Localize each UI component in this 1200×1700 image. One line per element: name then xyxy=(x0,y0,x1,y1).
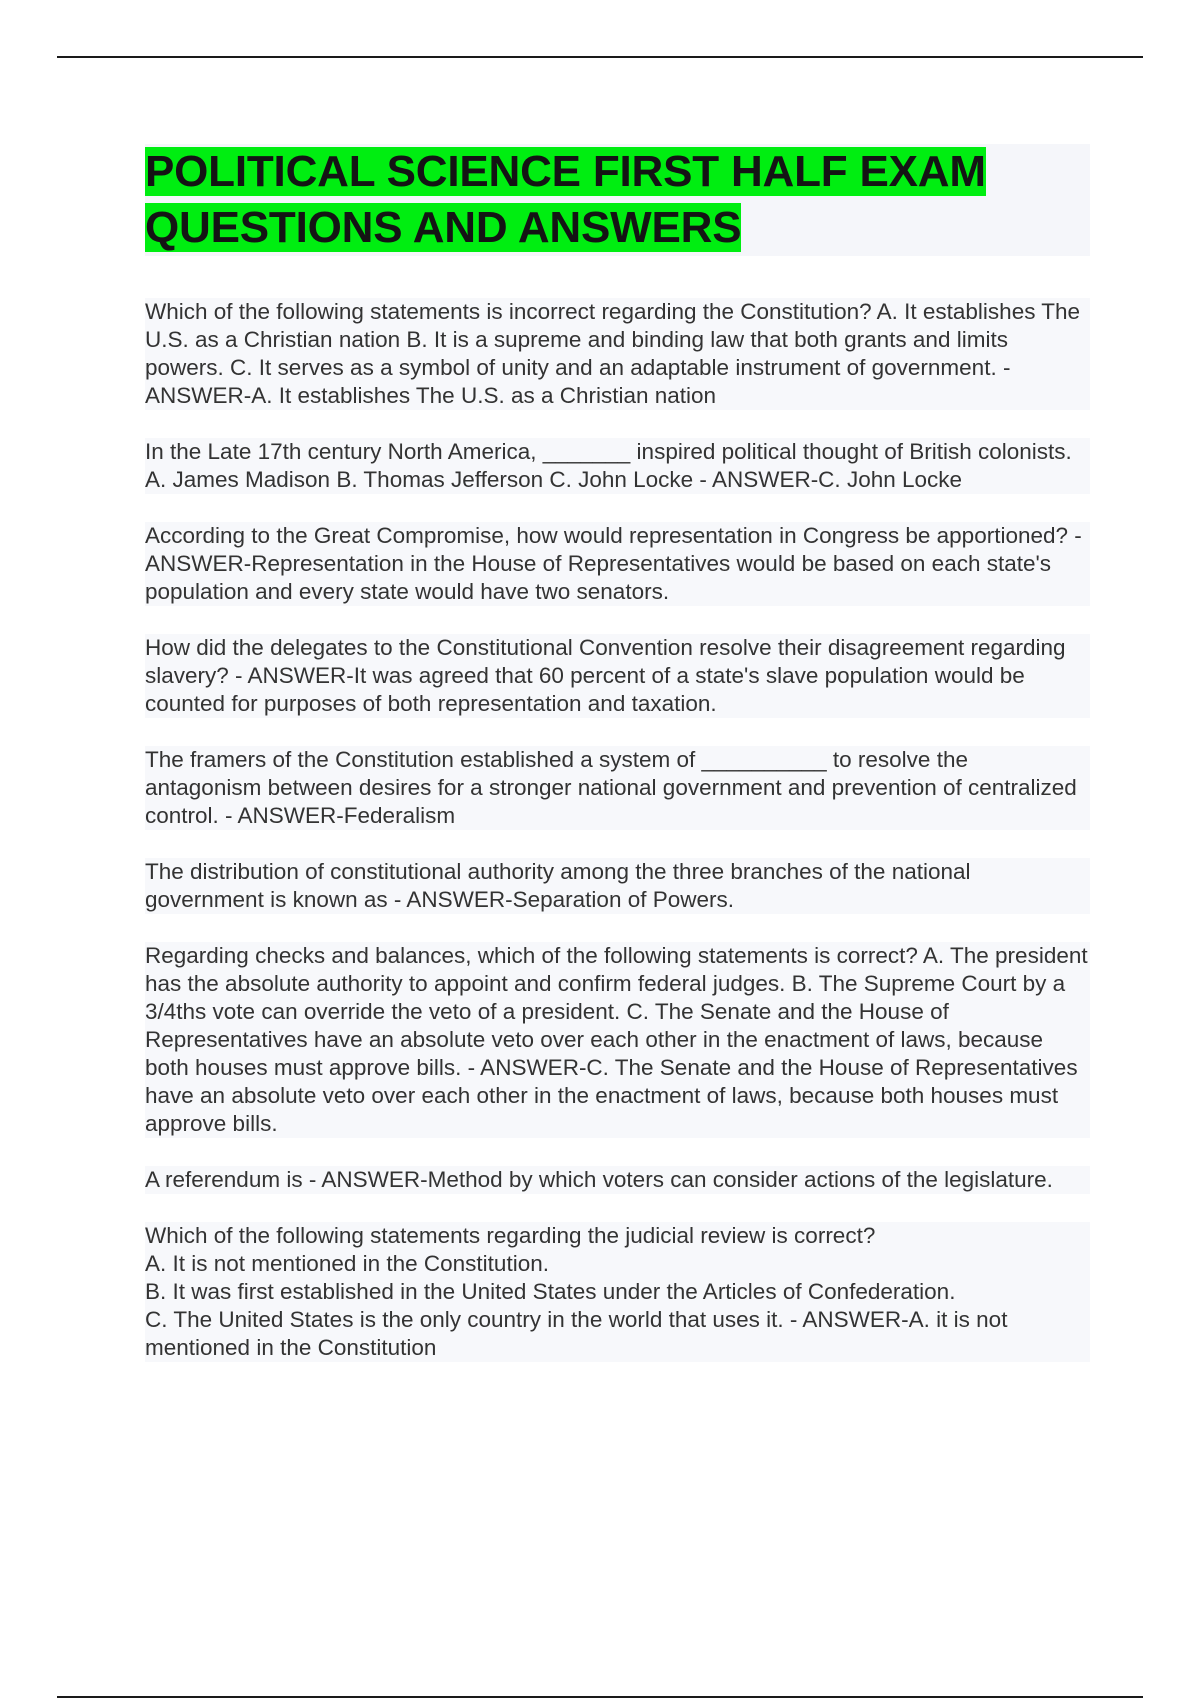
title-line-2: QUESTIONS AND ANSWERS xyxy=(145,203,742,252)
title-line-1: POLITICAL SCIENCE FIRST HALF EXAM xyxy=(145,147,986,196)
top-rule xyxy=(57,56,1143,58)
qa-item-9-option-a: A. It is not mentioned in the Constitution. xyxy=(145,1251,549,1276)
qa-item-8: A referendum is - ANSWER-Method by which voters can consider actions of the legislature. xyxy=(145,1166,1090,1194)
qa-item-9-option-c: C. The United States is the only country in the world that uses it. - ANSWER-A. it is not mentioned in the Constitution xyxy=(145,1307,1008,1360)
title-block xyxy=(145,144,1090,256)
page-title xyxy=(145,144,1090,256)
qa-item-3: According to the Great Compromise, how would representation in Congress be apportioned? - ANSWER-Representation in the House of Representatives would be based on each state's population and every state would have two senators. xyxy=(145,522,1090,606)
qa-item-1: Which of the following statements is incorrect regarding the Constitution? A. It establishes The U.S. as a Christian nation B. It is a supreme and binding law that both grants and limits powers. C. It serves as a symbol of unity and an adaptable instrument of government. - ANSWER-A. It establishes The U.S. as a Christian nation xyxy=(145,298,1090,410)
bottom-rule xyxy=(57,1696,1143,1698)
qa-item-6: The distribution of constitutional authority among the three branches of the national government is known as - ANSWER-Separation of Powers. xyxy=(145,858,1090,914)
qa-item-5: The framers of the Constitution established a system of __________ to resolve the antagonism between desires for a stronger national government and prevention of centralized control. - ANSWER-Federalism xyxy=(145,746,1090,830)
qa-item-9-question: Which of the following statements regarding the judicial review is correct? xyxy=(145,1223,876,1248)
qa-item-4: How did the delegates to the Constitutional Convention resolve their disagreement regarding slavery? - ANSWER-It was agreed that 60 percent of a state's slave population would be counted for purposes of both representation and taxation. xyxy=(145,634,1090,718)
qa-item-7: Regarding checks and balances, which of the following statements is correct? A. The president has the absolute authority to appoint and confirm federal judges. B. The Supreme Court by a 3/4ths vote can override the veto of a president. C. The Senate and the House of Representatives have an absolute veto over each other in the enactment of laws, because both houses must approve bills. - ANSWER-C. The Senate and the House of Representatives have an absolute veto over each other in the enactment of laws, because both houses must approve bills. xyxy=(145,942,1090,1138)
qa-item-2: In the Late 17th century North America, _______ inspired political thought of British colonists. A. James Madison B. Thomas Jefferson C. John Locke - ANSWER-C. John Locke xyxy=(145,438,1090,494)
document-body xyxy=(145,144,1090,1390)
qa-item-9-option-b: B. It was first established in the United States under the Articles of Confederation. xyxy=(145,1279,956,1304)
qa-item-9 xyxy=(145,1222,1090,1362)
